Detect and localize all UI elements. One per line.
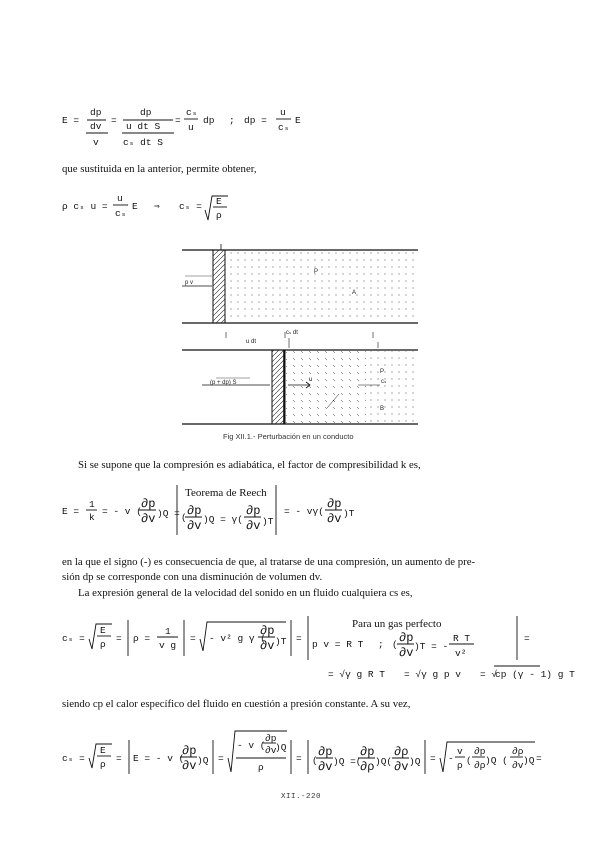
eq5-root-num-pre: - v ( xyxy=(237,740,266,751)
eq5-sq1-num: E xyxy=(100,745,106,756)
upper-conduit xyxy=(182,244,418,323)
eq5-lhs: cₛ = xyxy=(62,753,85,764)
eq5-last-mid: )Q ( xyxy=(485,755,508,766)
lower-pressure-label: (p + dp) S xyxy=(210,380,237,386)
svg-text:=: = xyxy=(218,753,224,764)
eq3-box-left: ( xyxy=(181,512,187,523)
lower-conduit xyxy=(182,350,418,424)
eq3-box-f2-den: ∂v xyxy=(246,519,261,533)
eq5-bf3-sub: )Q xyxy=(409,756,421,767)
paragraph-4: La expresión general de la velocidad del sonido en un fluido cualquiera cs es, xyxy=(78,587,413,599)
eq3-lhs: E = xyxy=(62,506,80,517)
eq4-lhs: cₛ = xyxy=(62,633,85,644)
eq3-mid: = - v ( xyxy=(102,506,142,517)
conduit-perturbation-figure xyxy=(180,244,420,430)
eq4-f2-num: ∂p xyxy=(260,624,275,638)
svg-text:=: = xyxy=(116,753,122,764)
eq4-f1-num: 1 xyxy=(165,626,171,637)
eq4-box-f1-num: ∂p xyxy=(399,631,414,645)
eq5-f1-num: ∂p xyxy=(182,744,197,758)
eq3-f3-den: ∂v xyxy=(327,512,342,526)
eq4-line2-a: = √γ g R T xyxy=(328,669,386,680)
eq5-bf2-sub: )Q( xyxy=(375,756,393,767)
eq4-line2-c: cp (γ - 1) g T xyxy=(495,669,575,680)
eq4-box-f2-num: R T xyxy=(453,633,471,644)
eq1-f2-den2: cₛ dt S xyxy=(123,137,163,148)
eq4-sq1-den: ρ xyxy=(100,639,106,650)
equation-4 xyxy=(62,614,575,688)
paragraph-3-line-2: sión dp se corresponde con una disminución de volumen dv. xyxy=(62,571,323,583)
eq3-f1-num: 1 xyxy=(89,499,95,510)
mid-cs-label: cₛ dt xyxy=(286,330,298,336)
eq1-f4-den: cₛ xyxy=(278,122,290,133)
eq3-f2-num: ∂p xyxy=(141,497,156,511)
page-number: XII.-220 xyxy=(281,793,322,801)
eq4-sq1-num: E xyxy=(100,625,106,636)
lower-b-label: B xyxy=(380,406,385,412)
equation-1 xyxy=(62,104,322,154)
eq5-root-num-sub: )Q xyxy=(275,742,287,753)
upper-piston xyxy=(213,250,225,323)
eq5-f1-sub: )Q xyxy=(197,755,209,766)
eq5-sq1-den: ρ xyxy=(100,759,106,770)
eq3-rhs: = - vγ( xyxy=(284,506,324,517)
eq5-last-v-den: ρ xyxy=(457,760,463,771)
lower-piston xyxy=(272,350,285,424)
svg-text:=: = xyxy=(296,753,302,764)
equation-5 xyxy=(62,728,542,784)
eq4-f2-den: ∂v xyxy=(260,639,275,653)
eq2-lhs: ρ cₛ u = xyxy=(62,201,108,212)
eq5-root-f-den: ∂v xyxy=(265,745,277,756)
eq5-box-left: ( xyxy=(312,755,318,766)
eq1-lhs: E = xyxy=(62,115,80,126)
eq4-box-title: Para un gas perfecto xyxy=(352,618,442,630)
eq3-box-f1-num: ∂p xyxy=(187,504,202,518)
eq3-f2-den: ∂v xyxy=(141,512,156,526)
eq2-tail: E xyxy=(132,201,138,212)
eq5-last-f2-num: ∂ρ xyxy=(512,746,524,757)
eq3-sub-q: )Q = xyxy=(157,508,180,519)
eq5-end: = xyxy=(536,753,542,764)
eq3-box-mid: )Q = γ( xyxy=(203,514,243,525)
upper-p-label: P xyxy=(314,269,319,275)
lower-u-label: u xyxy=(309,377,313,383)
eq2-arrow: ⇒ xyxy=(154,201,160,212)
eq5-root-den: ρ xyxy=(258,762,264,773)
eq5-bf3-num: ∂ρ xyxy=(394,745,409,759)
eq4-eq3: = xyxy=(296,633,302,644)
eq4-box-pv: p v = R T xyxy=(312,639,364,650)
eq4-eq4: = xyxy=(524,633,530,644)
eq1-rhs-lhs: dp = xyxy=(244,115,267,126)
eq2-f1-num: u xyxy=(117,193,123,204)
eq5-bf2-den: ∂ρ xyxy=(360,760,375,774)
eq5-bf1-sub: )Q =( xyxy=(333,756,362,767)
eq4-box-f1-den: ∂v xyxy=(399,646,414,660)
svg-text:=: = xyxy=(175,115,181,126)
eq3-f3-num: ∂p xyxy=(327,497,342,511)
eq4-box-sep: ; xyxy=(378,639,384,650)
paragraph-1: que sustituida en la anterior, permite obtener, xyxy=(62,163,257,175)
eq5-last-v-num: v xyxy=(457,746,463,757)
eq5-last-f1-num: ∂p xyxy=(474,746,486,757)
svg-text:=: = xyxy=(111,115,117,126)
eq1-tail1: dp xyxy=(203,115,215,126)
eq4-line2-b: = √γ g p v xyxy=(404,669,462,680)
eq1-sep: ; xyxy=(229,115,235,126)
eq5-bf1-num: ∂p xyxy=(318,745,333,759)
paragraph-5: siendo cp el calor específico del fluido en cuestión a presión constante. A su vez, xyxy=(62,698,411,710)
eq5-last-f2-den: ∂v xyxy=(512,760,524,771)
equation-3 xyxy=(62,483,382,539)
upper-pv-label: p v xyxy=(185,280,194,286)
paragraph-2: Si se supone que la compresión es adiabática, el factor de compresibilidad k es, xyxy=(78,459,421,471)
eq4-line2-c-pre: = √ xyxy=(480,669,498,680)
eq4-f1-den: v g xyxy=(159,640,177,651)
eq5-e-mid: E = - v ( xyxy=(133,753,185,764)
eq1-f1-den1: dv xyxy=(90,121,102,132)
lower-p-label: P xyxy=(380,369,385,375)
svg-text:=: = xyxy=(430,753,436,764)
eq3-box-f2-num: ∂p xyxy=(246,504,261,518)
upper-a-label: A xyxy=(352,290,357,296)
eq5-root-f-num: ∂p xyxy=(265,733,277,744)
lower-cs-label: cₛ xyxy=(381,379,387,385)
eq4-eq2: = xyxy=(190,633,196,644)
eq2-sq-num: E xyxy=(216,196,222,207)
eq1-f4-num: u xyxy=(280,107,286,118)
eq5-f1-den: ∂v xyxy=(182,759,197,773)
eq4-rho: ρ = xyxy=(133,633,151,644)
eq2-sq-den: ρ xyxy=(216,210,222,221)
eq4-root-sub: )T xyxy=(275,636,287,647)
eq5-bf2-num: ∂p xyxy=(360,745,375,759)
eq1-f1-num: dp xyxy=(90,107,102,118)
eq1-tail2: E xyxy=(295,115,301,126)
eq1-f2-den1: u dt S xyxy=(126,121,161,132)
eq3-box-sub-t: )T xyxy=(262,516,274,527)
eq4-box-left: ( xyxy=(392,639,398,650)
displacement-labels xyxy=(226,330,378,348)
eq5-bf3-den: ∂v xyxy=(394,760,409,774)
eq4-eq1: = xyxy=(116,633,122,644)
eq2-rhs: cₛ = xyxy=(179,201,202,212)
eq5-last-sub: )Q xyxy=(523,755,535,766)
eq4-box-f2-den: v² xyxy=(455,648,467,659)
eq2-f1-den: cₛ xyxy=(115,208,127,219)
eq5-last-f1-den: ∂ρ xyxy=(474,760,486,771)
eq1-f1-den2: v xyxy=(93,137,99,148)
eq5-bf1-den: ∂v xyxy=(318,760,333,774)
eq1-f2-num: dp xyxy=(140,107,152,118)
eq3-f1-den: k xyxy=(89,512,95,523)
eq3-rhs-sub: )T xyxy=(343,508,355,519)
eq5-last-pre: - xyxy=(448,753,454,764)
equation-2 xyxy=(62,190,262,226)
eq1-f3-den: u xyxy=(188,122,194,133)
eq4-box-mid: )T = - xyxy=(414,641,449,652)
figure-caption: Fig XII.1.- Perturbación en un conducto xyxy=(223,432,354,441)
eq4-root-content: - v² g γ ( xyxy=(209,633,267,644)
eq3-box-f1-den: ∂v xyxy=(187,519,202,533)
mid-udt-label: u dt xyxy=(246,339,257,345)
svg-text:(: ( xyxy=(466,755,472,766)
eq1-f3-num: cₛ xyxy=(186,107,198,118)
eq3-box-title: Teorema de Reech xyxy=(185,487,267,499)
paragraph-3-line-1: en la que el signo (-) es consecuencia de que, al tratarse de una compresión, un aumento de pre- xyxy=(62,556,476,568)
